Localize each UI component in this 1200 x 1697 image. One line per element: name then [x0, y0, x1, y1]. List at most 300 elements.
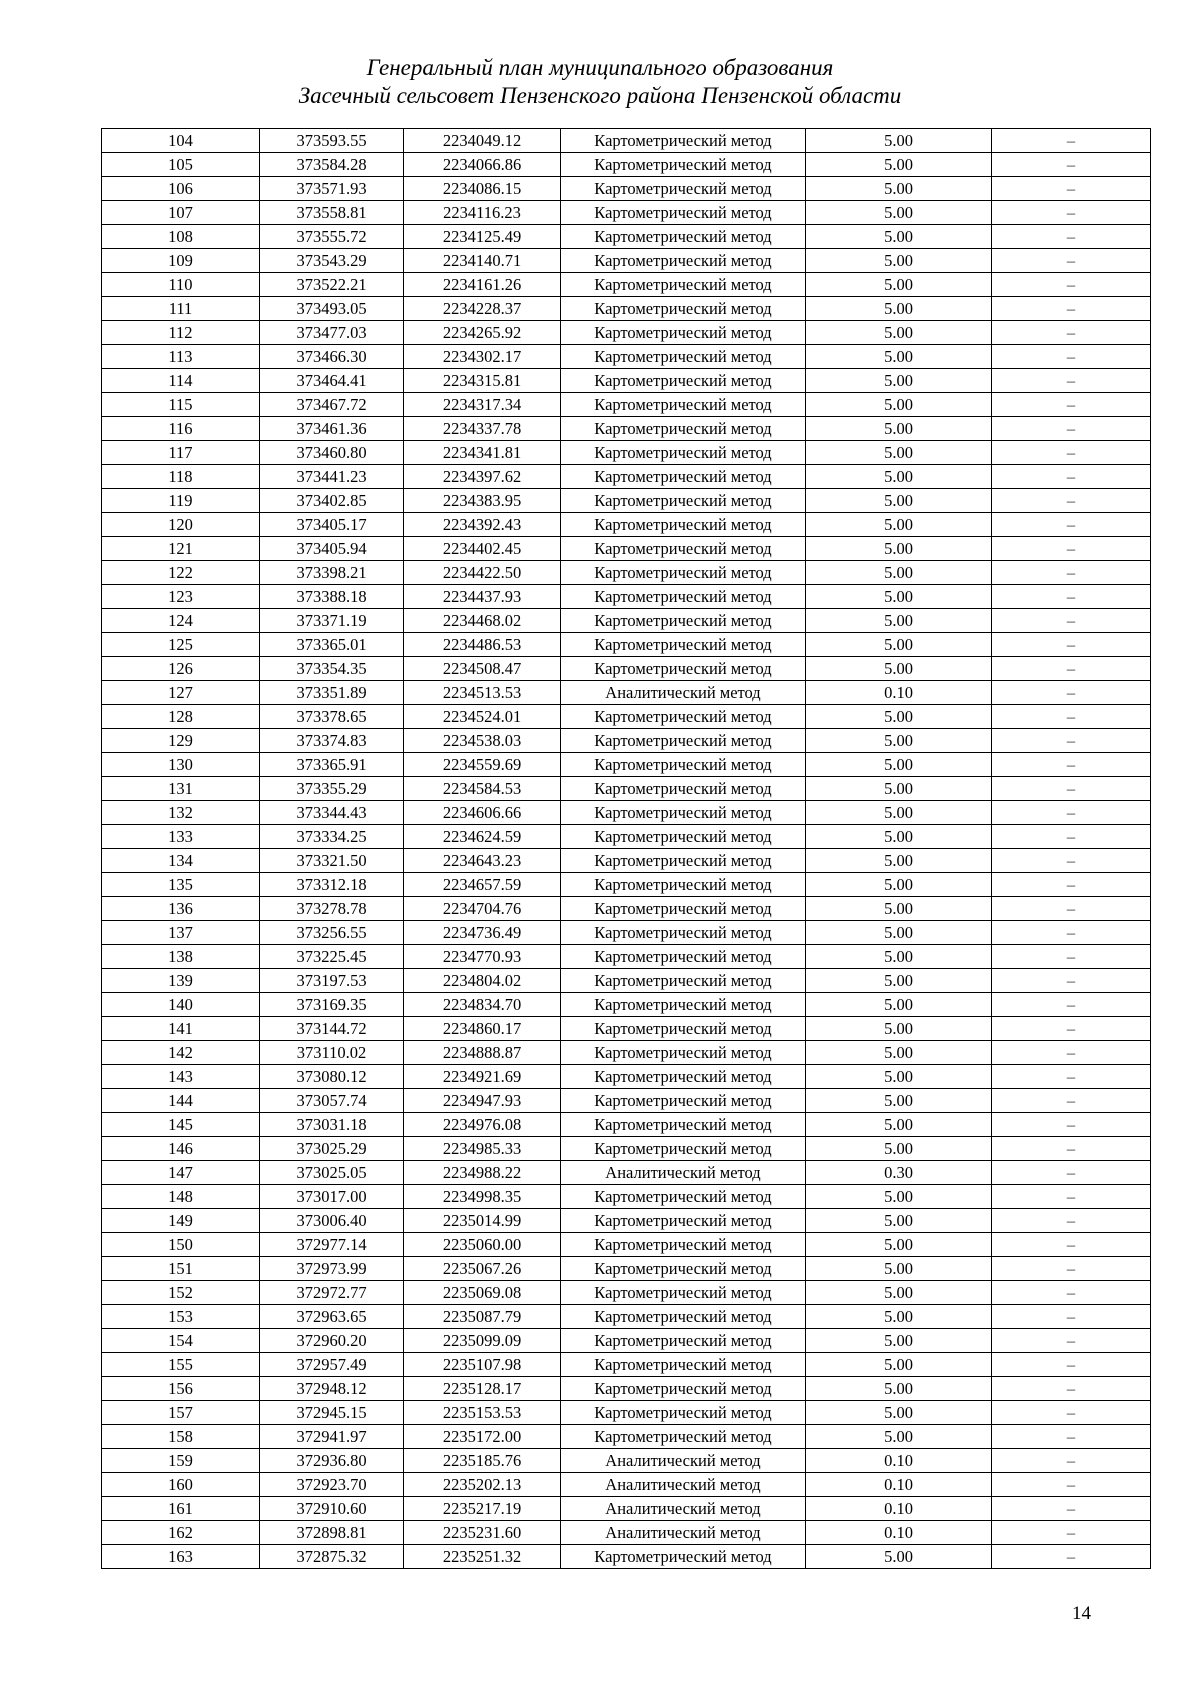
x-coordinate-cell: 372936.80 — [260, 1449, 404, 1473]
x-coordinate-cell: 373334.25 — [260, 825, 404, 849]
accuracy-cell: 5.00 — [806, 729, 992, 753]
x-coordinate-cell: 373365.01 — [260, 633, 404, 657]
note-cell: – — [992, 129, 1151, 153]
accuracy-cell: 5.00 — [806, 369, 992, 393]
note-cell: – — [992, 921, 1151, 945]
note-cell: – — [992, 1449, 1151, 1473]
note-cell: – — [992, 1041, 1151, 1065]
y-coordinate-cell: 2234116.23 — [404, 201, 561, 225]
point-number-cell: 130 — [102, 753, 260, 777]
y-coordinate-cell: 2234228.37 — [404, 297, 561, 321]
y-coordinate-cell: 2234643.23 — [404, 849, 561, 873]
point-number-cell: 113 — [102, 345, 260, 369]
point-number-cell: 117 — [102, 441, 260, 465]
method-cell: Аналитический метод — [561, 1161, 806, 1185]
accuracy-cell: 5.00 — [806, 897, 992, 921]
point-number-cell: 115 — [102, 393, 260, 417]
x-coordinate-cell: 373388.18 — [260, 585, 404, 609]
table-row — [102, 249, 1151, 273]
x-coordinate-cell: 372963.65 — [260, 1305, 404, 1329]
point-number-cell: 135 — [102, 873, 260, 897]
note-cell: – — [992, 537, 1151, 561]
method-cell: Картометрический метод — [561, 129, 806, 153]
accuracy-cell: 5.00 — [806, 1089, 992, 1113]
accuracy-cell: 5.00 — [806, 1185, 992, 1209]
y-coordinate-cell: 2234049.12 — [404, 129, 561, 153]
method-cell: Картометрический метод — [561, 1209, 806, 1233]
table-row — [102, 1521, 1151, 1545]
point-number-cell: 145 — [102, 1113, 260, 1137]
method-cell: Картометрический метод — [561, 321, 806, 345]
note-cell: – — [992, 945, 1151, 969]
x-coordinate-cell: 373351.89 — [260, 681, 404, 705]
x-coordinate-cell: 373321.50 — [260, 849, 404, 873]
y-coordinate-cell: 2234559.69 — [404, 753, 561, 777]
y-coordinate-cell: 2235231.60 — [404, 1521, 561, 1545]
point-number-cell: 140 — [102, 993, 260, 1017]
table-row — [102, 1401, 1151, 1425]
x-coordinate-cell: 372973.99 — [260, 1257, 404, 1281]
point-number-cell: 150 — [102, 1233, 260, 1257]
table-row — [102, 777, 1151, 801]
x-coordinate-cell: 373461.36 — [260, 417, 404, 441]
y-coordinate-cell: 2235069.08 — [404, 1281, 561, 1305]
x-coordinate-cell: 373555.72 — [260, 225, 404, 249]
y-coordinate-cell: 2235099.09 — [404, 1329, 561, 1353]
note-cell: – — [992, 801, 1151, 825]
y-coordinate-cell: 2234524.01 — [404, 705, 561, 729]
accuracy-cell: 5.00 — [806, 1041, 992, 1065]
point-number-cell: 118 — [102, 465, 260, 489]
table-row — [102, 465, 1151, 489]
accuracy-cell: 5.00 — [806, 801, 992, 825]
x-coordinate-cell: 373522.21 — [260, 273, 404, 297]
point-number-cell: 156 — [102, 1377, 260, 1401]
point-number-cell: 128 — [102, 705, 260, 729]
x-coordinate-cell: 373017.00 — [260, 1185, 404, 1209]
y-coordinate-cell: 2234161.26 — [404, 273, 561, 297]
table-row — [102, 681, 1151, 705]
method-cell: Картометрический метод — [561, 393, 806, 417]
accuracy-cell: 5.00 — [806, 1065, 992, 1089]
note-cell: – — [992, 249, 1151, 273]
note-cell: – — [992, 465, 1151, 489]
table-row — [102, 657, 1151, 681]
accuracy-cell: 5.00 — [806, 345, 992, 369]
method-cell: Картометрический метод — [561, 249, 806, 273]
note-cell: – — [992, 777, 1151, 801]
note-cell: – — [992, 153, 1151, 177]
accuracy-cell: 0.10 — [806, 1521, 992, 1545]
coordinates-table — [101, 128, 1151, 1569]
accuracy-cell: 0.10 — [806, 681, 992, 705]
y-coordinate-cell: 2235128.17 — [404, 1377, 561, 1401]
table-row — [102, 1473, 1151, 1497]
method-cell: Картометрический метод — [561, 153, 806, 177]
note-cell: – — [992, 489, 1151, 513]
table-row — [102, 1161, 1151, 1185]
y-coordinate-cell: 2234736.49 — [404, 921, 561, 945]
point-number-cell: 137 — [102, 921, 260, 945]
method-cell: Картометрический метод — [561, 297, 806, 321]
note-cell: – — [992, 1017, 1151, 1041]
table-row — [102, 513, 1151, 537]
y-coordinate-cell: 2234437.93 — [404, 585, 561, 609]
header-line-1: Генеральный план муниципального образования — [366, 55, 834, 80]
method-cell: Картометрический метод — [561, 561, 806, 585]
note-cell: – — [992, 273, 1151, 297]
point-number-cell: 141 — [102, 1017, 260, 1041]
note-cell: – — [992, 993, 1151, 1017]
point-number-cell: 161 — [102, 1497, 260, 1521]
note-cell: – — [992, 1425, 1151, 1449]
y-coordinate-cell: 2234860.17 — [404, 1017, 561, 1041]
method-cell: Картометрический метод — [561, 1233, 806, 1257]
y-coordinate-cell: 2234317.34 — [404, 393, 561, 417]
x-coordinate-cell: 373493.05 — [260, 297, 404, 321]
point-number-cell: 155 — [102, 1353, 260, 1377]
y-coordinate-cell: 2234397.62 — [404, 465, 561, 489]
y-coordinate-cell: 2234624.59 — [404, 825, 561, 849]
note-cell: – — [992, 1497, 1151, 1521]
accuracy-cell: 0.10 — [806, 1497, 992, 1521]
note-cell: – — [992, 897, 1151, 921]
note-cell: – — [992, 1305, 1151, 1329]
point-number-cell: 149 — [102, 1209, 260, 1233]
method-cell: Картометрический метод — [561, 777, 806, 801]
y-coordinate-cell: 2235060.00 — [404, 1233, 561, 1257]
note-cell: – — [992, 1089, 1151, 1113]
note-cell: – — [992, 417, 1151, 441]
x-coordinate-cell: 373467.72 — [260, 393, 404, 417]
method-cell: Картометрический метод — [561, 753, 806, 777]
x-coordinate-cell: 373558.81 — [260, 201, 404, 225]
y-coordinate-cell: 2234657.59 — [404, 873, 561, 897]
method-cell: Картометрический метод — [561, 1017, 806, 1041]
note-cell: – — [992, 1545, 1151, 1569]
note-cell: – — [992, 609, 1151, 633]
method-cell: Картометрический метод — [561, 825, 806, 849]
accuracy-cell: 5.00 — [806, 201, 992, 225]
note-cell: – — [992, 321, 1151, 345]
accuracy-cell: 5.00 — [806, 1137, 992, 1161]
note-cell: – — [992, 441, 1151, 465]
x-coordinate-cell: 373144.72 — [260, 1017, 404, 1041]
x-coordinate-cell: 373169.35 — [260, 993, 404, 1017]
method-cell: Картометрический метод — [561, 201, 806, 225]
note-cell: – — [992, 1329, 1151, 1353]
accuracy-cell: 5.00 — [806, 441, 992, 465]
x-coordinate-cell: 373441.23 — [260, 465, 404, 489]
y-coordinate-cell: 2235217.19 — [404, 1497, 561, 1521]
point-number-cell: 136 — [102, 897, 260, 921]
note-cell: – — [992, 1473, 1151, 1497]
method-cell: Картометрический метод — [561, 969, 806, 993]
accuracy-cell: 5.00 — [806, 585, 992, 609]
x-coordinate-cell: 373080.12 — [260, 1065, 404, 1089]
method-cell: Картометрический метод — [561, 657, 806, 681]
accuracy-cell: 5.00 — [806, 969, 992, 993]
x-coordinate-cell: 373355.29 — [260, 777, 404, 801]
x-coordinate-cell: 372977.14 — [260, 1233, 404, 1257]
accuracy-cell: 5.00 — [806, 921, 992, 945]
table-row — [102, 1449, 1151, 1473]
table-row — [102, 153, 1151, 177]
point-number-cell: 116 — [102, 417, 260, 441]
method-cell: Аналитический метод — [561, 1497, 806, 1521]
point-number-cell: 154 — [102, 1329, 260, 1353]
note-cell: – — [992, 369, 1151, 393]
method-cell: Картометрический метод — [561, 1377, 806, 1401]
table-row — [102, 225, 1151, 249]
table-row — [102, 393, 1151, 417]
method-cell: Аналитический метод — [561, 1473, 806, 1497]
table-row — [102, 1233, 1151, 1257]
y-coordinate-cell: 2234888.87 — [404, 1041, 561, 1065]
page-number: 14 — [1072, 1603, 1091, 1624]
point-number-cell: 109 — [102, 249, 260, 273]
point-number-cell: 151 — [102, 1257, 260, 1281]
point-number-cell: 104 — [102, 129, 260, 153]
point-number-cell: 158 — [102, 1425, 260, 1449]
note-cell: – — [992, 1281, 1151, 1305]
note-cell: – — [992, 585, 1151, 609]
note-cell: – — [992, 1161, 1151, 1185]
x-coordinate-cell: 373006.40 — [260, 1209, 404, 1233]
table-row — [102, 753, 1151, 777]
method-cell: Картометрический метод — [561, 1353, 806, 1377]
x-coordinate-cell: 373374.83 — [260, 729, 404, 753]
point-number-cell: 120 — [102, 513, 260, 537]
point-number-cell: 127 — [102, 681, 260, 705]
x-coordinate-cell: 372945.15 — [260, 1401, 404, 1425]
accuracy-cell: 5.00 — [806, 633, 992, 657]
x-coordinate-cell: 373057.74 — [260, 1089, 404, 1113]
accuracy-cell: 5.00 — [806, 1233, 992, 1257]
x-coordinate-cell: 373025.29 — [260, 1137, 404, 1161]
note-cell: – — [992, 345, 1151, 369]
table-row — [102, 321, 1151, 345]
table-row — [102, 537, 1151, 561]
method-cell: Картометрический метод — [561, 1329, 806, 1353]
x-coordinate-cell: 373197.53 — [260, 969, 404, 993]
point-number-cell: 133 — [102, 825, 260, 849]
accuracy-cell: 5.00 — [806, 177, 992, 201]
method-cell: Картометрический метод — [561, 1305, 806, 1329]
note-cell: – — [992, 177, 1151, 201]
point-number-cell: 157 — [102, 1401, 260, 1425]
point-number-cell: 110 — [102, 273, 260, 297]
note-cell: – — [992, 729, 1151, 753]
table-row — [102, 489, 1151, 513]
note-cell: – — [992, 1257, 1151, 1281]
accuracy-cell: 5.00 — [806, 465, 992, 489]
y-coordinate-cell: 2235185.76 — [404, 1449, 561, 1473]
y-coordinate-cell: 2234985.33 — [404, 1137, 561, 1161]
table-row — [102, 969, 1151, 993]
method-cell: Картометрический метод — [561, 177, 806, 201]
table-row — [102, 1041, 1151, 1065]
x-coordinate-cell: 372941.97 — [260, 1425, 404, 1449]
table-row — [102, 1497, 1151, 1521]
accuracy-cell: 5.00 — [806, 1017, 992, 1041]
accuracy-cell: 5.00 — [806, 849, 992, 873]
method-cell: Картометрический метод — [561, 1545, 806, 1569]
accuracy-cell: 5.00 — [806, 1281, 992, 1305]
method-cell: Картометрический метод — [561, 945, 806, 969]
table-row — [102, 993, 1151, 1017]
method-cell: Картометрический метод — [561, 993, 806, 1017]
x-coordinate-cell: 372960.20 — [260, 1329, 404, 1353]
table-row — [102, 441, 1151, 465]
y-coordinate-cell: 2234422.50 — [404, 561, 561, 585]
table-row — [102, 1281, 1151, 1305]
note-cell: – — [992, 561, 1151, 585]
y-coordinate-cell: 2234392.43 — [404, 513, 561, 537]
table-row — [102, 609, 1151, 633]
point-number-cell: 129 — [102, 729, 260, 753]
accuracy-cell: 0.30 — [806, 1161, 992, 1185]
x-coordinate-cell: 373464.41 — [260, 369, 404, 393]
y-coordinate-cell: 2235067.26 — [404, 1257, 561, 1281]
point-number-cell: 125 — [102, 633, 260, 657]
accuracy-cell: 5.00 — [806, 225, 992, 249]
x-coordinate-cell: 373593.55 — [260, 129, 404, 153]
note-cell: – — [992, 873, 1151, 897]
note-cell: – — [992, 1377, 1151, 1401]
x-coordinate-cell: 372875.32 — [260, 1545, 404, 1569]
method-cell: Картометрический метод — [561, 1401, 806, 1425]
table-row — [102, 897, 1151, 921]
note-cell: – — [992, 393, 1151, 417]
header-line-2: Засечный сельсовет Пензенского района Пензенской области — [298, 83, 902, 108]
x-coordinate-cell: 372972.77 — [260, 1281, 404, 1305]
point-number-cell: 142 — [102, 1041, 260, 1065]
method-cell: Картометрический метод — [561, 1113, 806, 1137]
y-coordinate-cell: 2235202.13 — [404, 1473, 561, 1497]
y-coordinate-cell: 2234834.70 — [404, 993, 561, 1017]
point-number-cell: 126 — [102, 657, 260, 681]
x-coordinate-cell: 373365.91 — [260, 753, 404, 777]
method-cell: Картометрический метод — [561, 1137, 806, 1161]
x-coordinate-cell: 373312.18 — [260, 873, 404, 897]
x-coordinate-cell: 373571.93 — [260, 177, 404, 201]
accuracy-cell: 5.00 — [806, 609, 992, 633]
table-row — [102, 1185, 1151, 1209]
x-coordinate-cell: 373225.45 — [260, 945, 404, 969]
accuracy-cell: 5.00 — [806, 417, 992, 441]
note-cell: – — [992, 1113, 1151, 1137]
document-header — [0, 54, 1200, 110]
method-cell: Картометрический метод — [561, 1281, 806, 1305]
accuracy-cell: 5.00 — [806, 873, 992, 897]
table-row — [102, 945, 1151, 969]
x-coordinate-cell: 373584.28 — [260, 153, 404, 177]
accuracy-cell: 5.00 — [806, 513, 992, 537]
method-cell: Картометрический метод — [561, 1065, 806, 1089]
table-row — [102, 1425, 1151, 1449]
x-coordinate-cell: 372910.60 — [260, 1497, 404, 1521]
accuracy-cell: 5.00 — [806, 273, 992, 297]
coordinates-table-body — [102, 129, 1151, 1569]
table-row — [102, 129, 1151, 153]
accuracy-cell: 5.00 — [806, 753, 992, 777]
x-coordinate-cell: 373378.65 — [260, 705, 404, 729]
y-coordinate-cell: 2235153.53 — [404, 1401, 561, 1425]
accuracy-cell: 5.00 — [806, 297, 992, 321]
accuracy-cell: 5.00 — [806, 705, 992, 729]
table-row — [102, 1257, 1151, 1281]
point-number-cell: 108 — [102, 225, 260, 249]
x-coordinate-cell: 373344.43 — [260, 801, 404, 825]
note-cell: – — [992, 1185, 1151, 1209]
point-number-cell: 121 — [102, 537, 260, 561]
x-coordinate-cell: 373354.35 — [260, 657, 404, 681]
method-cell: Картометрический метод — [561, 369, 806, 393]
note-cell: – — [992, 1521, 1151, 1545]
x-coordinate-cell: 373460.80 — [260, 441, 404, 465]
point-number-cell: 139 — [102, 969, 260, 993]
method-cell: Картометрический метод — [561, 273, 806, 297]
y-coordinate-cell: 2235087.79 — [404, 1305, 561, 1329]
y-coordinate-cell: 2235172.00 — [404, 1425, 561, 1449]
x-coordinate-cell: 372957.49 — [260, 1353, 404, 1377]
table-row — [102, 801, 1151, 825]
point-number-cell: 131 — [102, 777, 260, 801]
y-coordinate-cell: 2234584.53 — [404, 777, 561, 801]
accuracy-cell: 5.00 — [806, 1353, 992, 1377]
x-coordinate-cell: 372898.81 — [260, 1521, 404, 1545]
accuracy-cell: 5.00 — [806, 1377, 992, 1401]
method-cell: Картометрический метод — [561, 801, 806, 825]
table-row — [102, 297, 1151, 321]
table-row — [102, 1545, 1151, 1569]
note-cell: – — [992, 633, 1151, 657]
point-number-cell: 132 — [102, 801, 260, 825]
method-cell: Картометрический метод — [561, 873, 806, 897]
table-row — [102, 825, 1151, 849]
note-cell: – — [992, 513, 1151, 537]
accuracy-cell: 5.00 — [806, 657, 992, 681]
y-coordinate-cell: 2234998.35 — [404, 1185, 561, 1209]
note-cell: – — [992, 1137, 1151, 1161]
table-row — [102, 633, 1151, 657]
table-row — [102, 1113, 1151, 1137]
table-row — [102, 561, 1151, 585]
y-coordinate-cell: 2235107.98 — [404, 1353, 561, 1377]
accuracy-cell: 5.00 — [806, 777, 992, 801]
note-cell: – — [992, 225, 1151, 249]
accuracy-cell: 5.00 — [806, 1257, 992, 1281]
note-cell: – — [992, 1065, 1151, 1089]
table-row — [102, 273, 1151, 297]
point-number-cell: 163 — [102, 1545, 260, 1569]
method-cell: Картометрический метод — [561, 729, 806, 753]
y-coordinate-cell: 2234066.86 — [404, 153, 561, 177]
note-cell: – — [992, 969, 1151, 993]
accuracy-cell: 5.00 — [806, 153, 992, 177]
accuracy-cell: 5.00 — [806, 537, 992, 561]
y-coordinate-cell: 2234383.95 — [404, 489, 561, 513]
accuracy-cell: 0.10 — [806, 1449, 992, 1473]
accuracy-cell: 5.00 — [806, 393, 992, 417]
method-cell: Картометрический метод — [561, 849, 806, 873]
x-coordinate-cell: 372948.12 — [260, 1377, 404, 1401]
method-cell: Картометрический метод — [561, 441, 806, 465]
method-cell: Аналитический метод — [561, 1521, 806, 1545]
method-cell: Картометрический метод — [561, 633, 806, 657]
y-coordinate-cell: 2235251.32 — [404, 1545, 561, 1569]
